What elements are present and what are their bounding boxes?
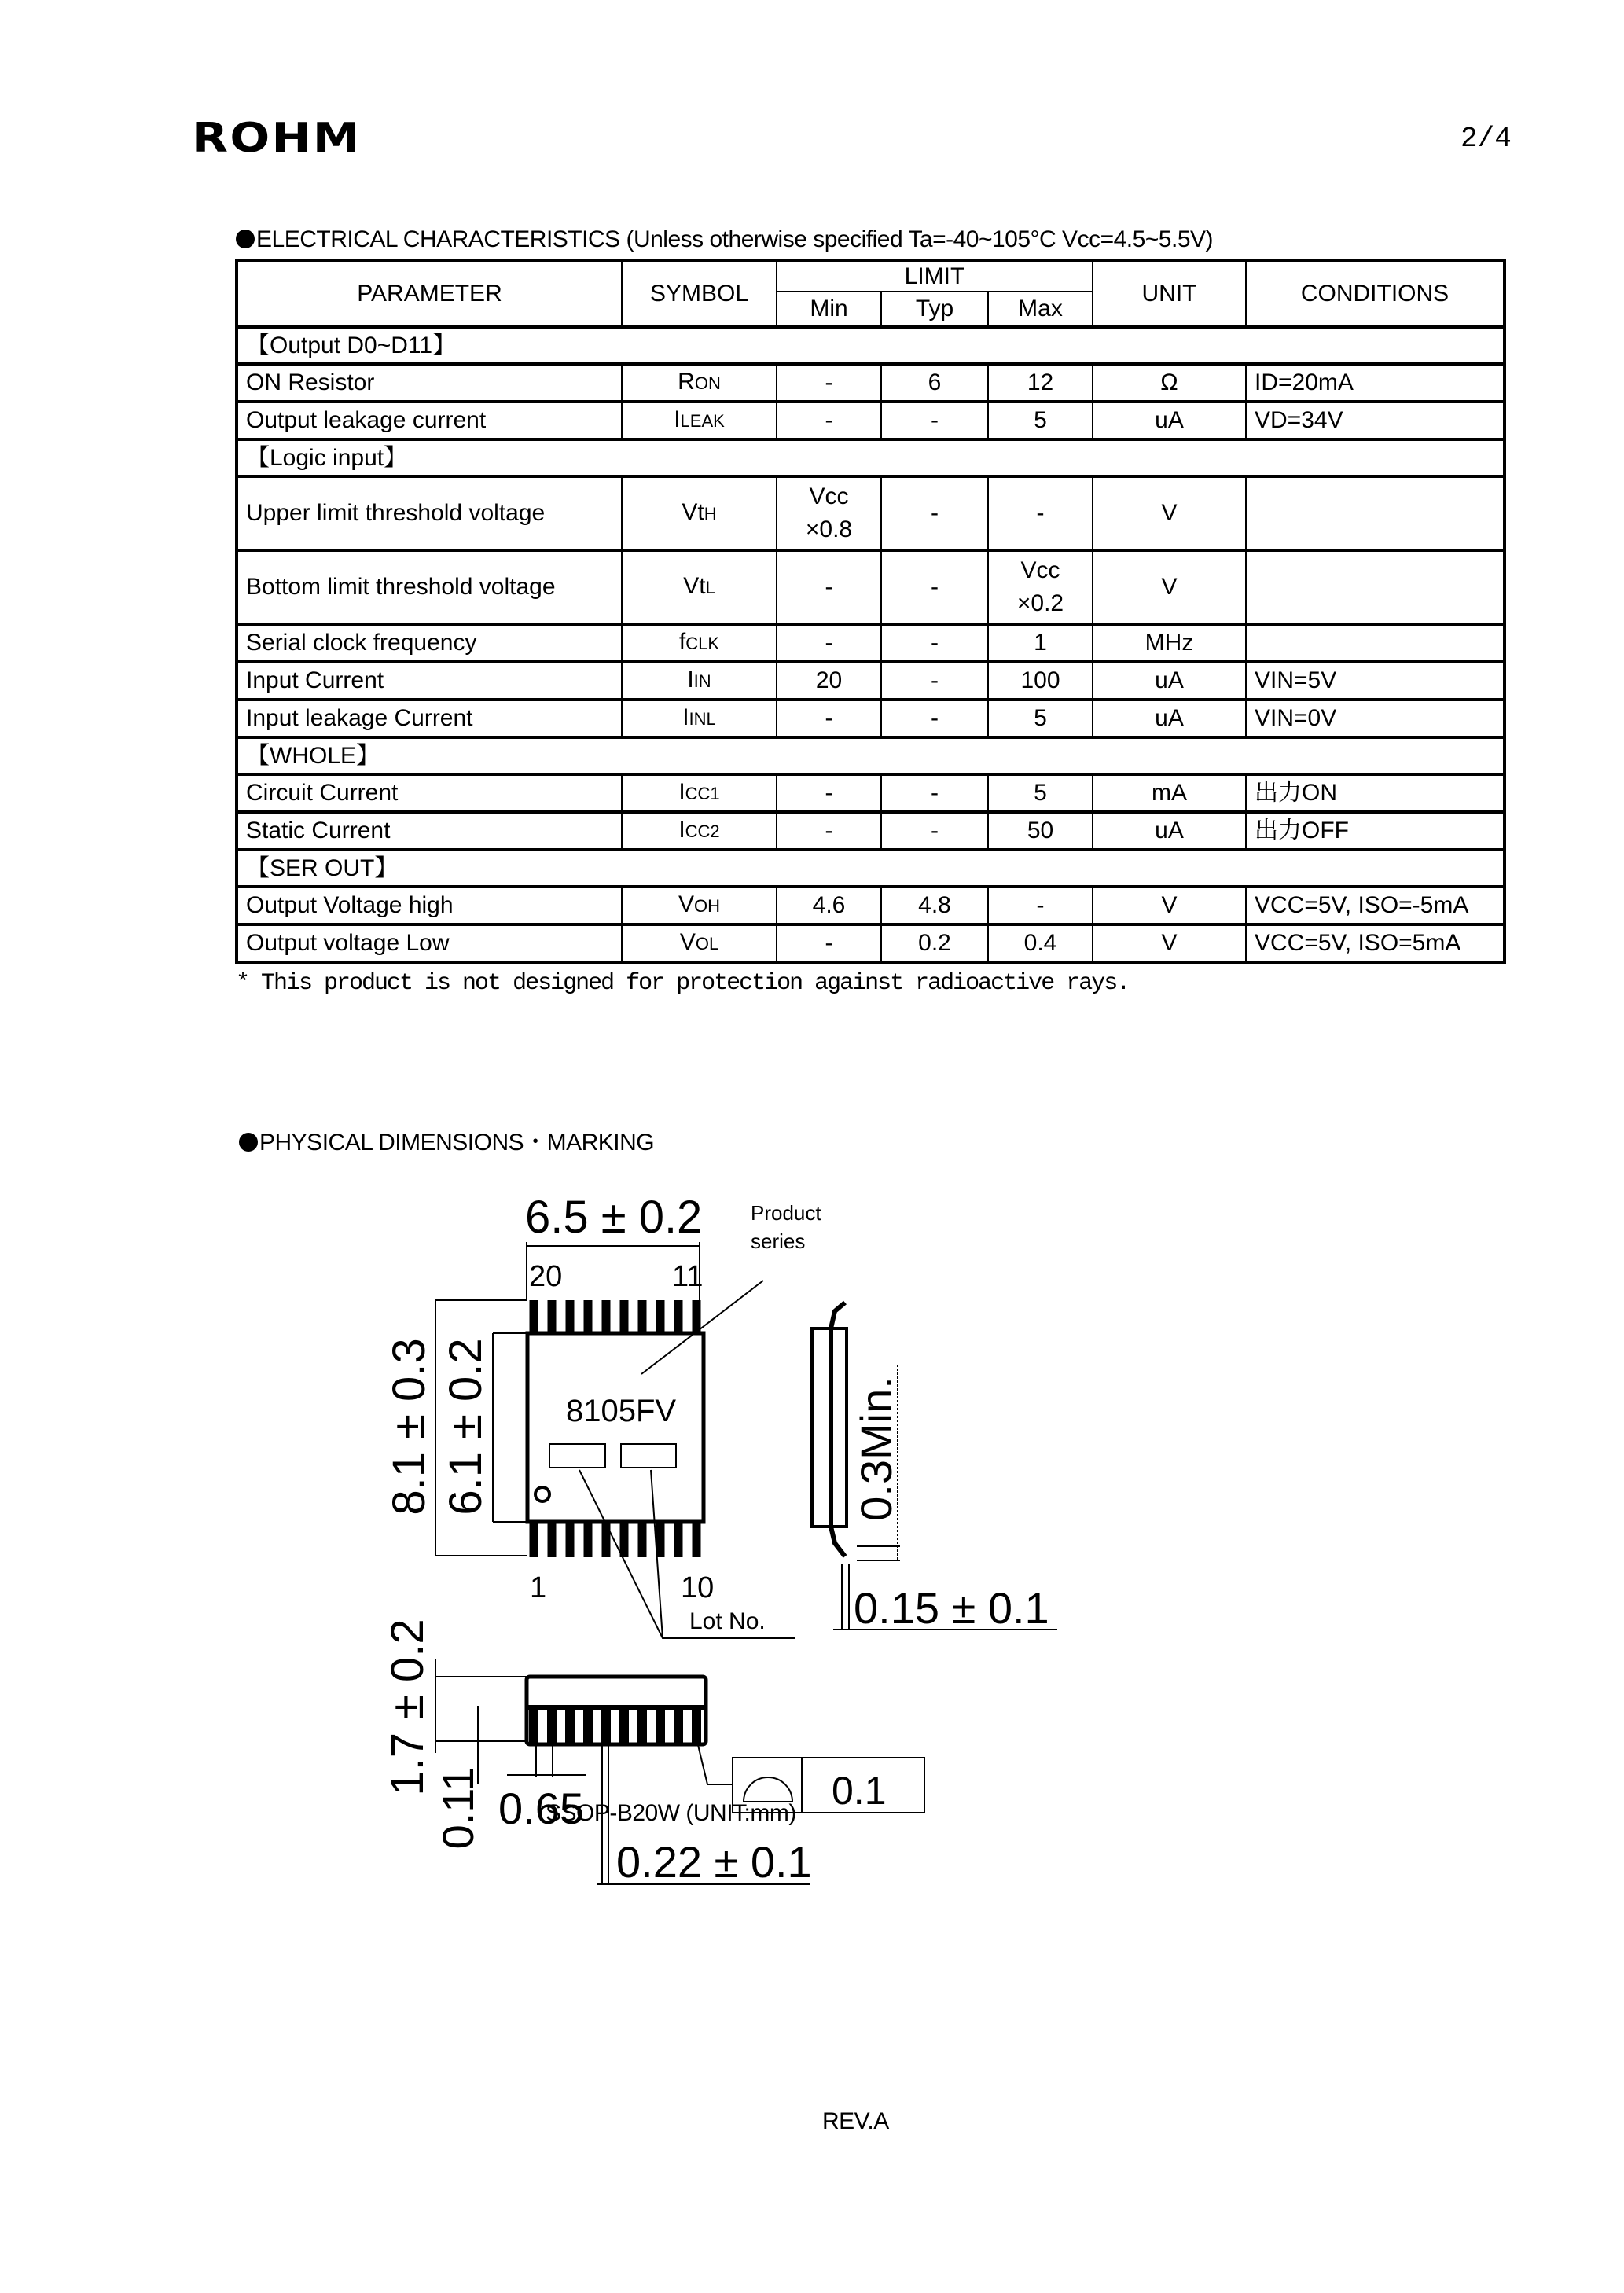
symbol-cell xyxy=(622,624,777,662)
conditions-cell xyxy=(1246,550,1505,624)
typ-cell: - xyxy=(881,476,988,550)
pin-label-20: 20 xyxy=(529,1260,563,1293)
pin xyxy=(674,1300,683,1333)
symbol-main: Vt xyxy=(683,573,706,599)
min-cell: - xyxy=(777,402,881,439)
pin xyxy=(601,1707,611,1744)
bottom-pins xyxy=(530,1522,701,1557)
typ-cell: 6 xyxy=(881,364,988,402)
pin xyxy=(674,1522,683,1557)
pin xyxy=(656,1300,665,1333)
parameter-cell: Input leakage Current xyxy=(237,700,622,737)
parameter-cell: Input Current xyxy=(237,662,622,700)
pin xyxy=(693,1522,701,1557)
pin xyxy=(619,1707,629,1744)
pin xyxy=(548,1522,557,1557)
physical-heading-text: PHYSICAL DIMENSIONS・MARKING xyxy=(259,1130,655,1156)
footnote: * This product is not designed for protection against radioactive rays. xyxy=(236,970,1130,997)
table-row xyxy=(237,774,1505,812)
pin xyxy=(602,1300,611,1333)
min-cell: Vcc ×0.8 xyxy=(777,476,881,550)
pin xyxy=(530,1300,538,1333)
pin-label-11: 11 xyxy=(672,1260,704,1293)
typ-cell: - xyxy=(881,774,988,812)
symbol-subscript: ON xyxy=(694,373,721,393)
pin xyxy=(566,1522,575,1557)
symbol-subscript: CC1 xyxy=(685,784,720,803)
table-row xyxy=(237,364,1505,402)
typ-cell: - xyxy=(881,662,988,700)
pin xyxy=(565,1707,575,1744)
pin xyxy=(693,1300,701,1333)
flatness-symbol-icon xyxy=(744,1777,792,1802)
pin xyxy=(547,1707,557,1744)
top-pins xyxy=(530,1300,701,1333)
col-conditions: CONDITIONS xyxy=(1246,260,1505,327)
pin xyxy=(638,1300,647,1333)
symbol-main: R xyxy=(678,369,695,395)
unit-cell: V xyxy=(1093,550,1246,624)
pitch-dimension: 0.65 xyxy=(498,1784,584,1833)
unit-cell: uA xyxy=(1093,700,1246,737)
typ-cell: - xyxy=(881,624,988,662)
symbol-subscript: IN xyxy=(693,671,711,691)
pin xyxy=(530,1522,538,1557)
min-cell: 4.6 xyxy=(777,887,881,924)
electrical-heading xyxy=(236,226,1213,253)
min-cell: - xyxy=(777,812,881,850)
max-cell: 1 xyxy=(988,624,1093,662)
table-row xyxy=(237,624,1505,662)
min-cell: - xyxy=(777,700,881,737)
max-cell: 12 xyxy=(988,364,1093,402)
symbol-cell xyxy=(622,364,777,402)
max-cell: 5 xyxy=(988,700,1093,737)
typ-cell: - xyxy=(881,402,988,439)
unit-cell: uA xyxy=(1093,402,1246,439)
symbol-cell xyxy=(622,887,777,924)
symbol-cell xyxy=(622,550,777,624)
symbol-cell xyxy=(622,662,777,700)
symbol-subscript: INL xyxy=(689,709,716,729)
lot-box-1 xyxy=(549,1444,605,1468)
symbol-main: Vt xyxy=(682,499,704,525)
table-row xyxy=(237,402,1505,439)
col-limit: LIMIT xyxy=(777,260,1093,292)
standoff-dimension: 0.11 xyxy=(433,1766,483,1850)
col-parameter: PARAMETER xyxy=(237,260,622,327)
table-row xyxy=(237,887,1505,924)
section-label: 【SER OUT】 xyxy=(237,850,1505,887)
pin xyxy=(566,1300,575,1333)
table-section-row xyxy=(237,850,1505,887)
typ-cell: - xyxy=(881,812,988,850)
parameter-cell: Circuit Current xyxy=(237,774,622,812)
symbol-main: I xyxy=(678,779,685,805)
conditions-cell xyxy=(1246,624,1505,662)
symbol-main: f xyxy=(678,629,686,655)
pin xyxy=(638,1522,647,1557)
symbol-subscript: LEAK xyxy=(680,411,725,431)
electrical-heading-text: ELECTRICAL CHARACTERISTICS (Unless otherwise specified Ta=-40~105°C Vcc=4.5~5.5V) xyxy=(256,226,1214,252)
body-length-dimension: 6.1 ± 0.2 xyxy=(440,1338,491,1516)
rohm-logo: ROHM xyxy=(192,115,362,162)
conditions-cell: VCC=5V, ISO=-5mA xyxy=(1246,887,1505,924)
typ-cell: 4.8 xyxy=(881,887,988,924)
pin-label-10: 10 xyxy=(681,1571,715,1604)
table-row xyxy=(237,812,1505,850)
table-row xyxy=(237,700,1505,737)
physical-heading xyxy=(239,1123,654,1157)
table-section-row xyxy=(237,737,1505,774)
pin xyxy=(584,1300,593,1333)
pin xyxy=(583,1707,593,1744)
parameter-cell: Static Current xyxy=(237,812,622,850)
max-cell: - xyxy=(988,476,1093,550)
front-pins xyxy=(529,1707,701,1744)
table-section-row xyxy=(237,327,1505,364)
bullet-icon xyxy=(239,1133,258,1152)
unit-cell: V xyxy=(1093,887,1246,924)
symbol-subscript: OL xyxy=(695,934,719,954)
min-length-dimension: 0.3Min. xyxy=(851,1376,901,1521)
conditions-cell: 出力OFF xyxy=(1246,812,1505,850)
symbol-subscript: CC2 xyxy=(685,821,720,841)
symbol-cell xyxy=(622,700,777,737)
pin xyxy=(656,1707,665,1744)
parameter-cell: Upper limit threshold voltage xyxy=(237,476,622,550)
width-dimension: 6.5 ± 0.2 xyxy=(525,1192,703,1243)
marking-text: 8105FV xyxy=(566,1394,677,1428)
pin xyxy=(620,1522,629,1557)
typ-cell: - xyxy=(881,700,988,737)
parameter-cell: Bottom limit threshold voltage xyxy=(237,550,622,624)
section-label: 【Output D0~D11】 xyxy=(237,327,1505,364)
max-cell: 5 xyxy=(988,402,1093,439)
conditions-cell: VIN=5V xyxy=(1246,662,1505,700)
pin xyxy=(548,1300,557,1333)
min-cell: - xyxy=(777,550,881,624)
pin xyxy=(620,1300,629,1333)
unit-cell: MHz xyxy=(1093,624,1246,662)
conditions-cell xyxy=(1246,476,1505,550)
max-cell: Vcc ×0.2 xyxy=(988,550,1093,624)
conditions-cell: ID=20mA xyxy=(1246,364,1505,402)
symbol-main: V xyxy=(679,929,696,955)
min-cell: 20 xyxy=(777,662,881,700)
parameter-cell: Output voltage Low xyxy=(237,924,622,962)
product-series-label-2: series xyxy=(751,1229,806,1253)
symbol-cell xyxy=(622,924,777,962)
col-symbol: SYMBOL xyxy=(622,260,777,327)
conditions-cell: VCC=5V, ISO=5mA xyxy=(1246,924,1505,962)
unit-cell: V xyxy=(1093,476,1246,550)
symbol-subscript: OH xyxy=(694,896,720,916)
unit-cell: uA xyxy=(1093,662,1246,700)
revision: REV.A xyxy=(822,2108,889,2134)
unit-cell: V xyxy=(1093,924,1246,962)
pin xyxy=(674,1707,683,1744)
table-row xyxy=(237,476,1505,550)
parameter-cell: Output Voltage high xyxy=(237,887,622,924)
max-cell: 0.4 xyxy=(988,924,1093,962)
col-min: Min xyxy=(777,292,881,327)
unit-cell: mA xyxy=(1093,774,1246,812)
lot-box-2 xyxy=(621,1444,676,1468)
package-dimension-drawing xyxy=(354,1163,1140,1902)
col-unit: UNIT xyxy=(1093,260,1246,327)
conditions-cell: VD=34V xyxy=(1246,402,1505,439)
symbol-cell xyxy=(622,812,777,850)
conditions-cell: VIN=0V xyxy=(1246,700,1505,737)
table-row xyxy=(237,550,1505,624)
typ-cell: - xyxy=(881,550,988,624)
max-cell: 100 xyxy=(988,662,1093,700)
symbol-main: I xyxy=(687,667,694,693)
symbol-cell xyxy=(622,402,777,439)
pin xyxy=(637,1707,647,1744)
pin xyxy=(692,1707,701,1744)
pin xyxy=(584,1522,593,1557)
parameter-cell: Serial clock frequency xyxy=(237,624,622,662)
length-dimension: 8.1 ± 0.3 xyxy=(384,1338,435,1516)
lead-width-dimension: 0.22 ± 0.1 xyxy=(616,1837,812,1887)
bullet-icon xyxy=(236,230,255,248)
symbol-subscript: CLK xyxy=(685,634,720,653)
lot-no-label: Lot No. xyxy=(689,1608,766,1634)
symbol-subscript: L xyxy=(705,578,715,597)
symbol-cell xyxy=(622,774,777,812)
typ-cell: 0.2 xyxy=(881,924,988,962)
max-cell: - xyxy=(988,887,1093,924)
conditions-cell: 出力ON xyxy=(1246,774,1505,812)
section-label: 【WHOLE】 xyxy=(237,737,1505,774)
pin-label-1: 1 xyxy=(530,1571,547,1604)
parameter-cell: Output leakage current xyxy=(237,402,622,439)
min-cell: - xyxy=(777,924,881,962)
page-number: 2/4 xyxy=(1460,123,1512,155)
flatness-value: 0.1 xyxy=(832,1769,887,1813)
parameter-cell: ON Resistor xyxy=(237,364,622,402)
pin xyxy=(602,1522,611,1557)
pin1-marker xyxy=(535,1487,549,1501)
electrical-characteristics-table xyxy=(235,259,1506,964)
min-cell: - xyxy=(777,624,881,662)
max-cell: 5 xyxy=(988,774,1093,812)
product-series-label: Product xyxy=(751,1201,821,1225)
min-cell: - xyxy=(777,364,881,402)
min-cell: - xyxy=(777,774,881,812)
symbol-main: V xyxy=(678,891,694,917)
symbol-main: I xyxy=(682,704,689,730)
lead-thickness-dimension: 0.15 ± 0.1 xyxy=(854,1583,1049,1633)
table-row xyxy=(237,924,1505,962)
symbol-main: I xyxy=(678,817,685,843)
package-label: SSOP-B20W (UNIT:mm) xyxy=(546,1800,796,1826)
height-dimension: 1.7 ± 0.2 xyxy=(382,1619,433,1796)
table-section-row xyxy=(237,439,1505,476)
unit-cell: uA xyxy=(1093,812,1246,850)
pin xyxy=(529,1707,538,1744)
table-row xyxy=(237,662,1505,700)
unit-cell: Ω xyxy=(1093,364,1246,402)
symbol-subscript: H xyxy=(704,504,717,524)
section-label: 【Logic input】 xyxy=(237,439,1505,476)
col-max: Max xyxy=(988,292,1093,327)
symbol-main: I xyxy=(674,406,681,432)
max-cell: 50 xyxy=(988,812,1093,850)
col-typ: Typ xyxy=(881,292,988,327)
symbol-cell xyxy=(622,476,777,550)
